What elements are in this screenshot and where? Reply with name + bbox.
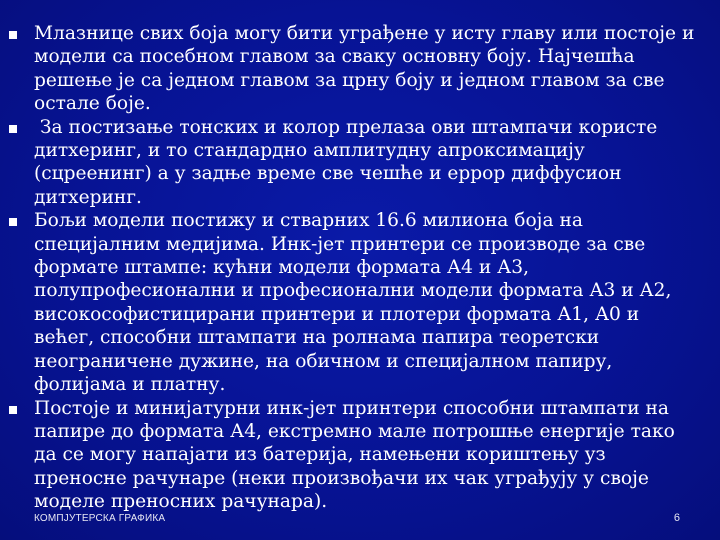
footer-title: КОМПЈУТЕРСКА ГРАФИКА bbox=[34, 513, 166, 524]
square-bullet-icon bbox=[9, 406, 17, 414]
square-bullet-icon bbox=[9, 125, 17, 133]
bullet-list bbox=[0, 22, 720, 514]
bullet-text: Бољи модели постижу и стварних 16.6 милиона боја на специјалним медијима. Инк-јет принтери се производе за све формате штампе: кућни модели формата А4 и А3, полупрофесионални и професионални модели формата А3 и А2, високософистицирани принтери и плотери формата А1, А0 и већег, способни штампати на ролнама папира теоретски неограничене дужине, на обичном и специјалном папиру, фолијама и платну. bbox=[34, 210, 672, 396]
bullet-text: Млазнице свих боја могу бити уграђене у исту главу или постоје и модели са посебном главом за сваку основну боју. Најчешћа решење је са једном главом за црну боју и једном главом за све остале боје. bbox=[34, 23, 695, 115]
square-bullet-icon bbox=[9, 31, 17, 39]
bullet-item bbox=[0, 116, 720, 210]
square-bullet-icon bbox=[9, 218, 17, 226]
bullet-item bbox=[0, 397, 720, 514]
bullet-text: За постизање тонских и колор прелаза ови штампачи користе дитхеринг, и то стандардно амплитудну апроксимацију (сцреенинг) а у задње време све чешће и еррор диффусион дитхеринг. bbox=[34, 116, 664, 208]
page-number: 6 bbox=[673, 512, 680, 524]
bullet-item bbox=[0, 22, 720, 116]
bullet-text: Постоје и минијатурни инк-јет принтери способни штампати на папире до формата А4, екстремно мале потрошње енергије тако да се могу напајати из батерија, намењени кориштењу уз преносне рачунаре (неки произвођачи их чак уграђују у своје моделе преносних рачунара). bbox=[34, 397, 675, 513]
bullet-item bbox=[0, 209, 720, 396]
